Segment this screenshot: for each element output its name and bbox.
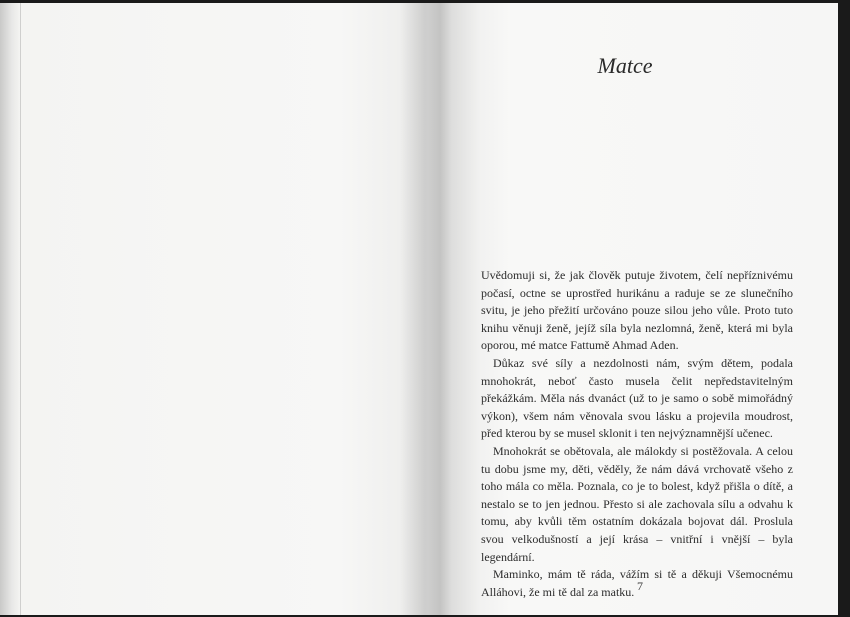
book-spine-shadow	[400, 3, 480, 615]
book-spread	[0, 3, 850, 615]
dedication-text	[481, 267, 793, 601]
page-title: Matce	[597, 53, 653, 78]
page-number: 7	[637, 579, 643, 593]
paragraph-4: Maminko, mám tě ráda, vážím si tě a děkuji Všemocnému Alláhovi, že mi tě dal za matku.	[481, 567, 793, 599]
paragraph-2: Důkaz své síly a nezdolnosti nám, svým dětem, podala mnohokrát, neboť často musela čelit nepředstavitelným překážkám. Měla nás dvanáct (už to je samo o sobě mimořádný výkon), všem nám věnovala svou lásku a projevila moudrost, před kterou by se musel sklonit i ten nejvýznamnější učenec.	[481, 355, 793, 441]
left-page-edge	[0, 3, 21, 615]
scan-border	[838, 3, 850, 615]
paragraph-3: Mnohokrát se obětovala, ale málokdy si postěžovala. A celou tu dobu jsme my, děti, věděly, že nám dává vrchovatě všeho z toho mála co měla. Poznala, co je to bolest, když přišla o dítě, a nestalo se to jen jednou. Přesto si ale zachovala sílu a odvahu k tomu, aby kvůli těm ostatním dokázala bojovat dál. Proslula svou velkodušností a její krása – vnitřní i vnější – byla legendární.	[481, 443, 793, 564]
paragraph-1: Uvědomuji si, že jak člověk putuje životem, čelí nepříznivému počasí, octne se uprostřed hurikánu a raduje se ze slunečního svitu, je jeho přežití určováno pouze silou jeho vůle. Proto tuto knihu věnuji ženě, jejíž síla byla nezlomná, ženě, která mi byla oporou, mé matce Fattumě Ahmad Aden.	[481, 268, 793, 353]
